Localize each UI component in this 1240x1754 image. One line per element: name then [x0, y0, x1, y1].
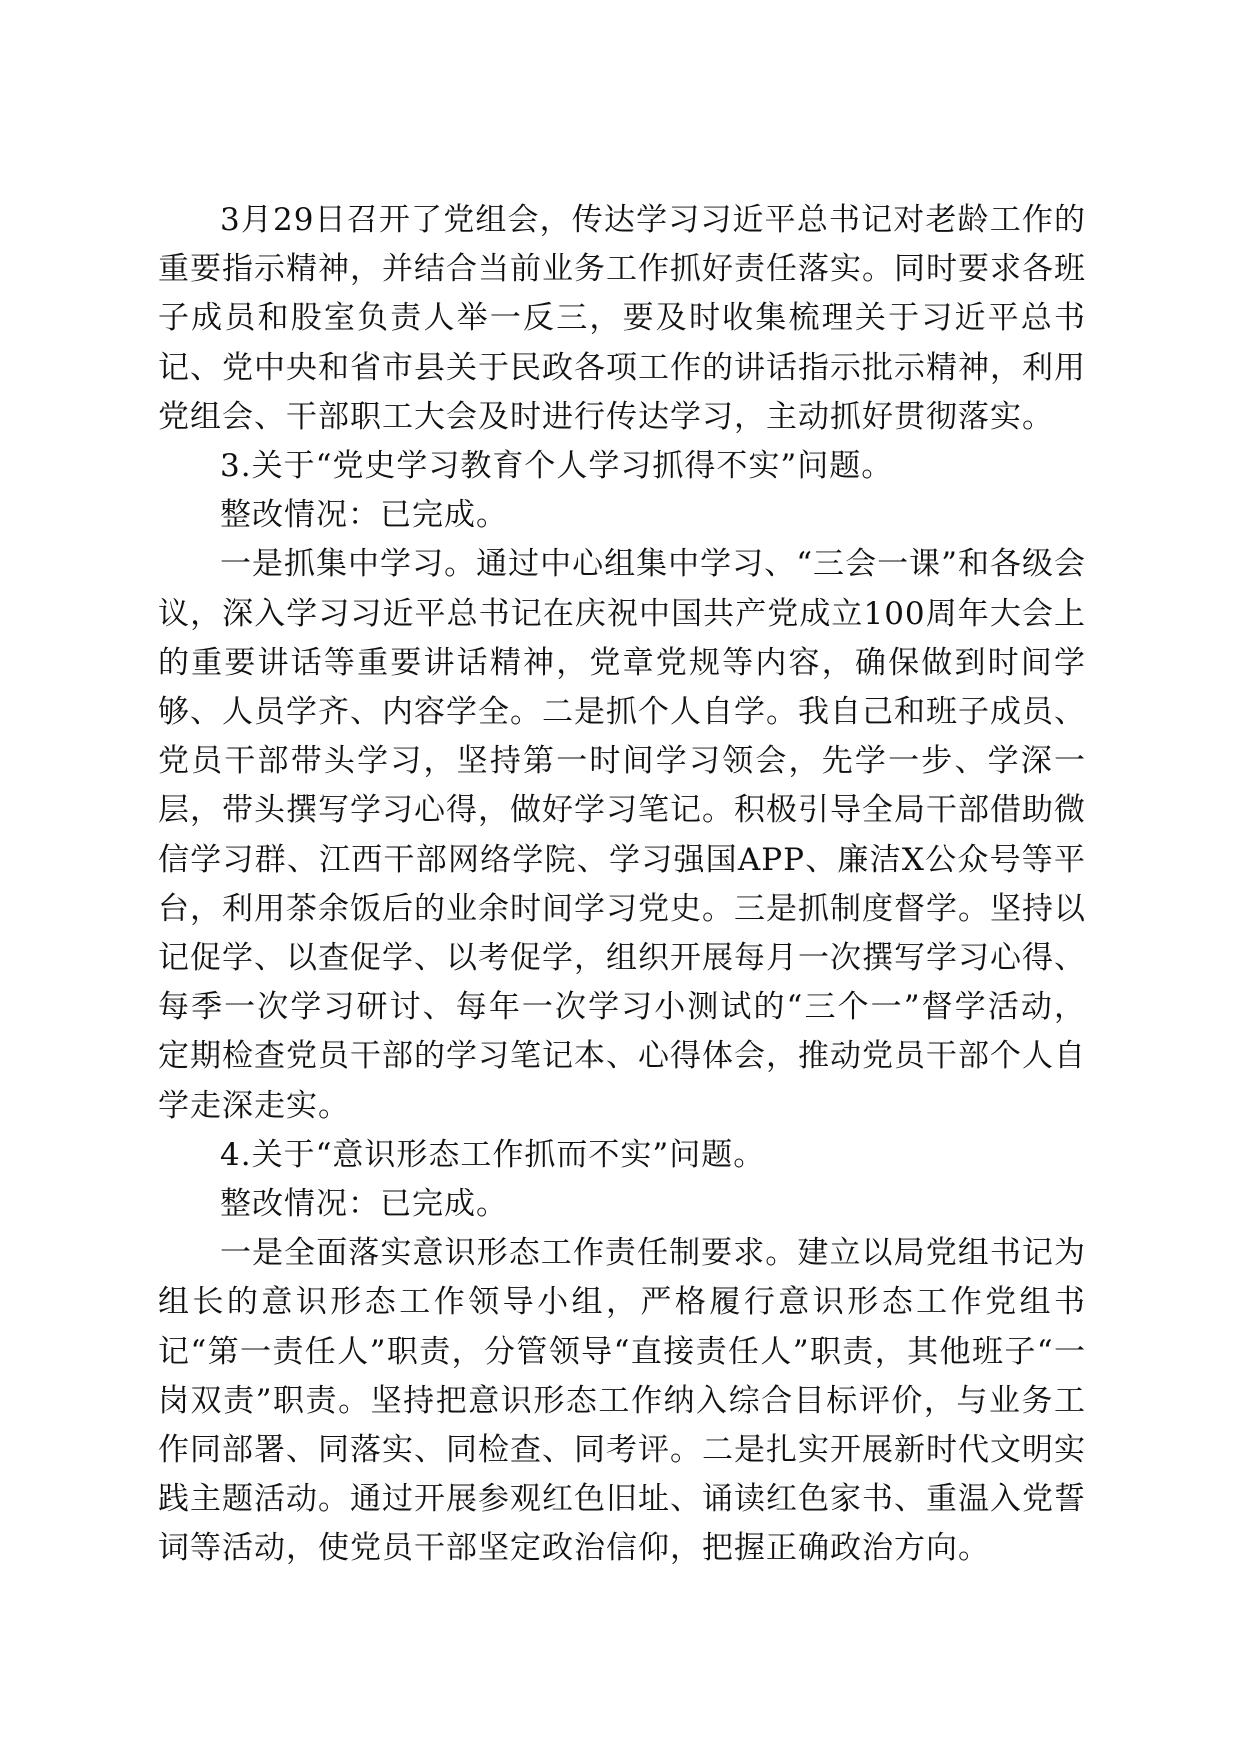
- rectification-status-3: 整改情况：已完成。: [220, 497, 508, 534]
- paragraph-party-meeting: 3月29日召开了党组会，传达学习习近平总书记对老龄工作的重要指示精神，并结合当前业务工作抓好责任落实。同时要求各班子成员和股室负责人举一反三，要及时收集梳理关于习近平总书记、党中央和省市县关于民政各项工作的讲话指示批示精神，利用党组会、干部职工大会及时进行传达学习，主动抓好贯彻落实。: [158, 202, 1086, 435]
- heading-item-3: 3.关于“党史学习教育个人学习抓得不实”问题。: [220, 448, 894, 485]
- heading-item-4: 4.关于“意识形态工作抓而不实”问题。: [220, 1136, 766, 1173]
- paragraph-study-measures: 一是抓集中学习。通过中心组集中学习、“三会一课”和各级会议，深入学习习近平总书记在庆祝中国共产党成立100周年大会上的重要讲话等重要讲话精神，党章党规等内容，确保做到时间学够、人员学齐、内容学全。二是抓个人自学。我自己和班子成员、党员干部带头学习，坚持第一时间学习领会，先学一步、学深一层，带头撰写学习心得，做好学习笔记。积极引导全局干部借助微信学习群、江西干部网络学院、学习强国APP、廉洁X公众号等平台，利用茶余饭后的业余时间学习党史。三是抓制度督学。坚持以记促学、以查促学、以考促学，组织开展每月一次撰写学习心得、每季一次学习研讨、每年一次学习小测试的“三个一”督学活动，定期检查党员干部的学习笔记本、心得体会，推动党员干部个人自学走深走实。: [158, 546, 1086, 1124]
- rectification-status-4: 整改情况：已完成。: [220, 1186, 508, 1223]
- document-body: [158, 196, 1086, 1574]
- paragraph-ideology-measures: 一是全面落实意识形态工作责任制要求。建立以局党组书记为组长的意识形态工作领导小组，严格履行意识形态工作党组书记“第一责任人”职责，分管领导“直接责任人”职责，其他班子“一岗双责”职责。坚持把意识形态工作纳入综合目标评价，与业务工作同部署、同落实、同检查、同考评。二是扎实开展新时代文明实践主题活动。通过开展参观红色旧址、诵读红色家书、重温入党誓词等活动，使党员干部坚定政治信仰，把握正确政治方向。: [158, 1235, 1086, 1567]
